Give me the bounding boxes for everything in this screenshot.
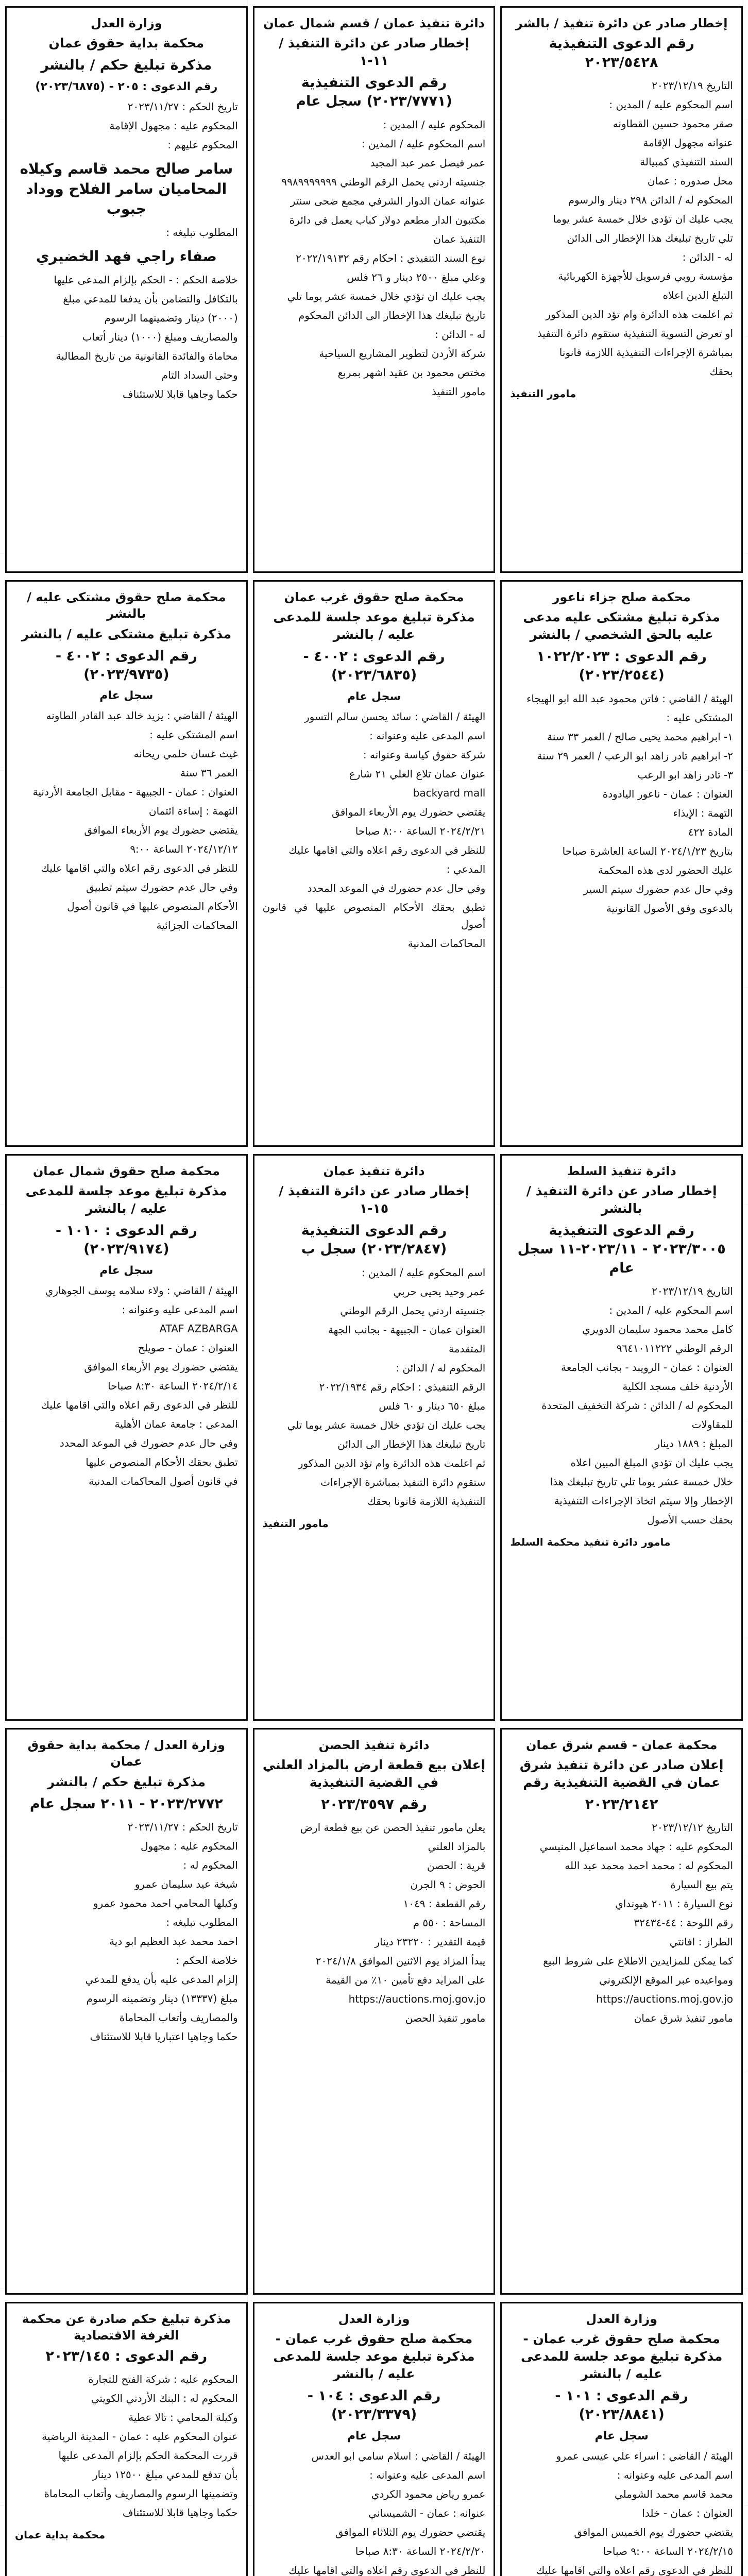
notice-body bbox=[15, 2371, 238, 2521]
text-line: تاريخ الحكم : ٢٠٢٣/١١/٢٧ bbox=[127, 100, 238, 113]
text-line: وتضمينها الرسوم والمصاريف وأتعاب المحاماة bbox=[44, 2487, 238, 2500]
text-line: عمرو رياض محمود الكردي bbox=[371, 2487, 486, 2500]
notice-body bbox=[263, 116, 486, 400]
notice-org: محكمة عمان - قسم شرق عمان bbox=[525, 1738, 718, 1752]
text-line: في قانون أصول المحاكمات المدنية bbox=[89, 1475, 238, 1487]
notice-org: وزارة العدل bbox=[90, 16, 162, 30]
notice-org: دائرة تنفيذ عمان / قسم شمال عمان bbox=[263, 16, 485, 30]
text-line: المشتكى عليه : bbox=[666, 711, 733, 724]
text-line: نوع السند التنفيذي : احكام رقم ٢٠٢٢/١٩١٣٢ bbox=[296, 251, 486, 264]
text-line: اسم المشتكى عليه : bbox=[149, 728, 238, 741]
text-line: حكما وجاهيا اعتباريا قابلا للاستئناف bbox=[90, 2030, 238, 2043]
text-line: بالتكافل والتضامن بأن يدفعا للمدعي مبلغ bbox=[63, 293, 238, 306]
text-line: مامور تنفيذ شرق عمان bbox=[634, 2012, 733, 2025]
text-line: على المزايد دفع تأمين ١٠٪ من القيمة bbox=[326, 1974, 486, 1987]
notice-org: إخطار صادر عن دائرة تنفيذ / بالشر bbox=[515, 16, 728, 30]
text-line: المحاكمات الجزائية bbox=[156, 919, 238, 932]
notice-2 bbox=[253, 6, 496, 573]
notice-org: محكمة صلح جزاء ناعور bbox=[552, 590, 691, 604]
text-line: المحكوم عليه / المدين : bbox=[383, 118, 486, 131]
text-line: يجب عليك ان تؤدي خلال خمسة عشر يوما تلي bbox=[287, 1418, 486, 1431]
text-line: التاريخ ٢٠٢٣/١٢/١٢ bbox=[652, 1821, 733, 1834]
notice-case-number: رقم الدعوى : ٤٠٠٢ - (٢٠٢٣/٦٨٣٥) bbox=[303, 648, 445, 684]
text-line: يجب عليك ان تؤدي خلال خمسة عشر يوما تلي bbox=[287, 290, 486, 302]
notice-body bbox=[510, 77, 733, 380]
text-line: المحكوم عليه : مجهول bbox=[140, 1839, 238, 1852]
text-line: محل صدوره : عمان bbox=[647, 175, 733, 188]
text-line: يجب عليك ان تؤدي المبلغ المبين اعلاه bbox=[570, 1456, 733, 1469]
text-line: خلاصة الحكم : bbox=[176, 1954, 238, 1967]
notice-case-number: ٢٠٢٣/٢١٤٢ bbox=[585, 1796, 658, 1812]
text-line: المحاكمات المدنية bbox=[407, 937, 486, 950]
text-line: عمر فيصل عمر عبد المجيد bbox=[370, 156, 486, 169]
text-line: الهيئة / القاضي : فاتن محمود عبد الله ابو الهيجاء bbox=[526, 692, 733, 705]
text-line: يجب عليك ان تؤدي خلال خمسة عشر يوما bbox=[553, 213, 733, 226]
notice-party-name: صفاء راجي فهد الخضيري bbox=[36, 248, 217, 265]
text-line: العنوان : عمان - صويلح bbox=[138, 1341, 238, 1354]
notice-7 bbox=[500, 1154, 743, 1721]
notice-14 bbox=[253, 2302, 496, 2576]
notices-grid bbox=[5, 6, 743, 2576]
text-line: الأحكام المنصوص عليها في قانون أصول bbox=[67, 900, 238, 913]
text-line: المتقدمة bbox=[449, 1342, 486, 1355]
text-line: ٢٠٢٤/٢/٢١ الساعة ٨:٠٠ صباحا bbox=[355, 824, 486, 837]
notice-body bbox=[15, 272, 238, 403]
text-line: تطبق بحقك الأحكام المنصوص عليها bbox=[86, 1455, 238, 1468]
text-line: الهيئة / القاضي : اسلام سامي ابو العدس bbox=[311, 2449, 486, 2462]
text-line: ٢- ابراهيم تادر زاهد ابو الرعب / العمر ٢٩ سنة bbox=[537, 749, 733, 762]
text-line: مامور التنفيذ bbox=[432, 385, 486, 398]
text-line: ٢٠٢٤/١٢/١٢ الساعة ٩:٠٠ bbox=[130, 843, 238, 856]
text-line: العنوان : عمان - خلدا bbox=[642, 2506, 733, 2519]
text-line: شيخة عيد سليمان عمرو bbox=[134, 1877, 238, 1890]
text-line: (٢٠٠٠) دينار وتضمينهما الرسوم bbox=[104, 312, 238, 325]
notice-10 bbox=[500, 1728, 743, 2295]
notice-13 bbox=[500, 2302, 743, 2576]
notice-body bbox=[263, 1264, 486, 1510]
text-line: عنوانه عمان الدوار الشرفي مجمع ضحى سنتر bbox=[290, 194, 486, 207]
text-line: تطبق بحقك الأحكام المنصوص عليها في قانون أصول bbox=[262, 901, 486, 930]
text-line: https://auctions.moj.gov.jo bbox=[596, 1993, 733, 2006]
text-line: ثم اعلمت هذه الدائرة وام تؤد الدين المذكور bbox=[546, 308, 733, 321]
text-line: التهمة : إساءة ائتمان bbox=[148, 805, 238, 818]
notice-title: إعلان صادر عن دائرة تنفيذ شرق عمان في القضية التنفيذية رقم bbox=[519, 1757, 724, 1790]
notice-case-number: رقم الدعوى التنفيذية (٢٠٢٣/٢٨٤٧) سجل ب bbox=[301, 1222, 447, 1258]
text-line: اسم المدعى عليه وعنوانه : bbox=[369, 2468, 486, 2481]
text-line: عمر وحيد يحيى حربي bbox=[393, 1285, 486, 1298]
text-line: بمباشرة الإجراءات التنفيذية اللازمة قانونا bbox=[559, 346, 733, 359]
text-line: العنوان : عمان - الرويبد - بجانب الجامعة bbox=[561, 1361, 733, 1374]
notice-case-number: رقم الدعوى : ١٠٤ - (٢٠٢٣/٣٣٧٩) bbox=[307, 2387, 441, 2423]
text-line: السند التنفيذي كمبيالة bbox=[640, 156, 733, 168]
text-line: مبلغ ٦٥٠ دينار و ٦٠ فلس bbox=[379, 1399, 486, 1412]
notice-body bbox=[263, 708, 486, 952]
text-line: يعلن مامور تنفيذ الحصن عن بيع قطعة ارض bbox=[300, 1821, 486, 1834]
text-line: يقتضي حضورك يوم الخميس الموافق bbox=[574, 2526, 733, 2538]
text-line: وفي حال عدم حضورك في الموعد المحدد bbox=[307, 882, 486, 894]
notice-title: مذكرة تبليغ حكم / بالنشر bbox=[47, 1774, 206, 1789]
text-line: المطلوب تبليغه : bbox=[166, 226, 238, 239]
text-line: وكيلها المحامي احمد محمود عمرو bbox=[93, 1896, 238, 1909]
text-line: الهيئة / القاضي : سائد يحسن سالم التسور bbox=[304, 710, 486, 723]
text-line: المحكوم له / الدائن ٢٩٨ دينار والرسوم bbox=[568, 194, 733, 207]
text-line: المحكوم له / الدائن : شركة التخفيف المتحدة bbox=[541, 1399, 733, 1412]
text-line: بالمزاد العلني bbox=[428, 1840, 486, 1853]
text-line: وفي حال عدم حضورك في الموعد المحدد bbox=[59, 1436, 238, 1449]
text-line: للنظر في الدعوى رقم اعلاه والتي اقامها عليك bbox=[41, 862, 238, 875]
text-line: حكما وجاهيا قابلا للاستئناف bbox=[122, 388, 238, 401]
text-line: الرقم الوطني ٩٦٤١٠١١٢٢٢ bbox=[616, 1342, 733, 1355]
notice-case-number: رقم الدعوى التنفيذية ٢٠٢٣/٥٤٢٨ bbox=[549, 36, 694, 71]
text-line: اسم المحكوم عليه / المدين : bbox=[609, 1304, 733, 1317]
notice-org: وزارة العدل bbox=[586, 2312, 658, 2326]
text-line: وفي حال عدم حضورك سيتم السير bbox=[583, 883, 733, 895]
text-line: اسم المحكوم عليه / المدين : bbox=[609, 98, 733, 111]
text-line: رقم اللوحة : ٤٤-٣٢٤٣٤ bbox=[634, 1917, 733, 1929]
text-line: اسم المدعى عليه وعنوانه : bbox=[122, 1303, 238, 1316]
text-line: بالدعوى وفق الأصول القانونية bbox=[606, 902, 733, 914]
text-line: بأن تدفع للمدعي مبلغ ١٢٥٠٠ دينار bbox=[92, 2468, 238, 2481]
text-line: عليك الحضور لدى هذه المحكمة bbox=[598, 863, 733, 876]
text-line: الحوض : ٩ الجرن bbox=[410, 1878, 486, 1891]
text-line: ٢٠٢٤/٢/٢٠ الساعة ٨:٣٠ صباحا bbox=[355, 2545, 486, 2557]
text-line: المساحة : ٥٥٠ م bbox=[413, 1917, 486, 1929]
text-line: المطلوب تبليغه : bbox=[166, 1916, 238, 1928]
text-line: التبلغ الدين اعلاه bbox=[662, 289, 733, 302]
text-line: اسم المحكوم عليه / المدين : bbox=[361, 1266, 486, 1279]
notice-case-number: رقم الدعوى : ١٠١ - (٢٠٢٣/٨٨٤١) bbox=[555, 2387, 688, 2423]
text-line: اسم المدعى عليه وعنوانه : bbox=[617, 2468, 733, 2481]
text-line: المدعي : bbox=[446, 862, 486, 875]
text-line: للنظر في الدعوى رقم اعلاه والتي اقامها عليك bbox=[288, 843, 486, 856]
notice-title: محكمة صلح حقوق غرب عمان - مذكرة تبليغ موعد جلسة للمدعى عليه / بالنشر bbox=[273, 2331, 475, 2381]
text-line: الإخطار وإلا سيتم اتخاذ الإجراءات التنفيذية bbox=[554, 1495, 733, 1507]
notice-title: إخطار صادر عن دائرة التنفيذ / ١١-١ bbox=[279, 36, 469, 69]
text-line: التاريخ ٢٠٢٣/١٢/١٩ bbox=[652, 1285, 733, 1298]
text-line: الهيئة / القاضي : يزيد خالد عبد القادر الطاونه bbox=[46, 709, 238, 722]
text-line: بتاريخ ٢٠٢٤/١/٢٣ الساعة العاشرة صباحا bbox=[562, 844, 733, 857]
text-line: تاريخ الحكم : ٢٠٢٣/١١/٢٧ bbox=[127, 1820, 238, 1833]
text-line: المحكوم عليه : جهاد محمد اسماعيل المنيسي bbox=[539, 1840, 733, 1853]
notice-title: مذكرة تبليغ مشتكى عليه / بالنشر bbox=[21, 626, 232, 641]
text-line: ثم اعلمت هذه الدائرة وام تؤد الدين المذكور bbox=[298, 1456, 486, 1469]
notice-5 bbox=[253, 580, 496, 1147]
notice-title: مذكرة تبليغ موعد جلسة للمدعى عليه / بالنشر bbox=[25, 1183, 227, 1216]
text-line: وفي حال عدم حضورك سيتم تطبيق bbox=[86, 881, 238, 894]
text-line: شركة الأردن لتطوير المشاريع السياحية bbox=[319, 347, 486, 360]
notice-org: مذكرة تبليغ حكم صادرة عن محكمة الغرفة الاقتصادية bbox=[22, 2312, 231, 2343]
text-line: والمصاريف وأتعاب المحاماة bbox=[119, 2011, 238, 2024]
text-line: للنظر في الدعوى رقم اعلاه والتي اقامها عليك bbox=[41, 1398, 238, 1411]
text-line: ومواعيده عبر الموقع الإلكتروني bbox=[599, 1974, 733, 1987]
text-line: التنفيذ عمان bbox=[433, 232, 486, 245]
notice-case-number: مذكرة تبليغ حكم / بالنشر bbox=[41, 57, 212, 74]
text-line: ٣- تادر زاهد ابو الرعب bbox=[637, 768, 733, 781]
text-line: حكما وجاهيا قابلا للاستئناف bbox=[122, 2506, 238, 2519]
notice-11 bbox=[253, 1728, 496, 2295]
notice-subtitle: سجل عام bbox=[99, 689, 154, 703]
notice-case-number: رقم الدعوى : ٤٠٠٢ - (٢٠٢٣/٩٧٣٥) bbox=[55, 648, 197, 683]
text-line: المدعي : جامعة عمان الأهلية bbox=[114, 1417, 238, 1430]
notice-subtitle: سجل عام bbox=[347, 2429, 401, 2443]
notice-12 bbox=[5, 1728, 248, 2295]
notice-body bbox=[510, 1819, 733, 2027]
text-line: الطراز : افانتي bbox=[669, 1936, 733, 1948]
text-line: تلي تاريخ تبليغك هذا الإخطار الى الدائن bbox=[567, 232, 733, 245]
text-line: يبدأ المزاد يوم الاثنين الموافق ٢٠٢٤/١/٨ bbox=[315, 1955, 486, 1968]
notice-body bbox=[510, 690, 733, 917]
text-line: الرقم التنفيذي : احكام رقم ٢٠٢٢/١٩٣٤ bbox=[319, 1380, 486, 1393]
notice-case-number: رقم الدعوى : ٢٠٢٣/١٤٥ bbox=[45, 2348, 208, 2364]
notice-title: إعلان بيع قطعة ارض بالمزاد العلني في القضية التنفيذية bbox=[262, 1757, 486, 1790]
text-line: عنوانه مجهول الإقامة bbox=[643, 137, 733, 149]
notice-body bbox=[15, 1819, 238, 2045]
notice-signature: مامور دائرة تنفيذ محكمة السلط bbox=[510, 1536, 671, 1549]
text-line: بحقك حسب الأصول bbox=[647, 1514, 733, 1527]
text-line: تاريخ تبليغك هذا الإخطار الى الدائن المحكوم bbox=[298, 309, 486, 321]
text-line: إلزام المدعى عليه بأن يدفع للمدعي bbox=[85, 1973, 238, 1986]
text-line: صقر محمود حسين القطاونه bbox=[613, 117, 733, 130]
text-line: وكيلة المحامي : تالا عطية bbox=[128, 2411, 238, 2424]
text-line: المادة ٤٢٢ bbox=[688, 825, 733, 838]
text-line: له - الدائن : bbox=[682, 251, 733, 264]
notice-org: دائرة تنفيذ الحصن bbox=[318, 1738, 430, 1752]
text-line: عنوان عمان تلاع العلي ٢١ شارع bbox=[349, 767, 486, 780]
notice-body bbox=[263, 2448, 486, 2576]
text-line: للنظر في الدعوى رقم اعلاه والتي اقامها عليك bbox=[536, 2564, 733, 2576]
text-line: اسم المحكوم عليه / المدين : bbox=[361, 137, 486, 150]
text-line: المحكوم له : البنك الأردني الكويتي bbox=[91, 2392, 238, 2405]
text-line: مكتبون الدار مطعم دولار كباب يعمل في دائرة bbox=[289, 213, 486, 226]
notice-6 bbox=[5, 580, 248, 1147]
notice-case-number: رقم الدعوى : ١٠١٠ - (٢٠٢٣/٩١٧٤) bbox=[55, 1222, 197, 1258]
text-line: المحكوم له / الدائن : bbox=[396, 1361, 486, 1374]
notice-signature: مامور التنفيذ bbox=[262, 1517, 329, 1530]
text-line: كامل محمد محمود سليمان الدويري bbox=[582, 1323, 733, 1336]
text-line: ستقوم دائرة التنفيذ بمباشرة الإجراءات bbox=[320, 1476, 486, 1488]
text-line: خلاصة الحكم : - الحكم بإلزام المدعى عليها bbox=[54, 274, 238, 286]
text-line: غيث غسان حلمي ريحانه bbox=[133, 748, 238, 760]
text-line: شركة حقوق كياسة وعنوانه : bbox=[363, 748, 486, 761]
text-line: ١- ابراهيم محمد يحيى صالح / العمر ٣٣ سنة bbox=[547, 730, 733, 743]
notice-8 bbox=[253, 1154, 496, 1721]
notice-title: محكمة بداية حقوق عمان bbox=[48, 36, 205, 51]
text-line: العمر ٣٦ سنة bbox=[180, 767, 238, 779]
text-line: backyard mall bbox=[413, 786, 486, 799]
text-line: العنوان عمان - الجبيهة - بجانب الجهة bbox=[328, 1323, 486, 1336]
text-line: عنوانه : عمان - الشميساني bbox=[368, 2506, 486, 2519]
notice-body bbox=[15, 1282, 238, 1490]
notice-title: إخطار صادر عن دائرة التنفيذ / ١٥-١ bbox=[279, 1183, 469, 1216]
text-line: https://auctions.moj.gov.jo bbox=[348, 1993, 486, 2006]
notice-signature: مامور التنفيذ bbox=[510, 387, 576, 400]
text-line: له - الدائن : bbox=[435, 328, 486, 341]
notice-9 bbox=[5, 1154, 248, 1721]
notice-org: وزارة العدل / محكمة بداية حقوق عمان bbox=[27, 1738, 226, 1769]
notice-org: دائرة تنفيذ عمان bbox=[323, 1164, 425, 1178]
text-line: مختص محمود بن عقيد اشهر بمربع bbox=[337, 366, 486, 379]
notice-title: مذكرة تبليغ مشتكى عليه مدعى عليه بالحق الشخصي / بالنشر bbox=[523, 609, 720, 642]
notice-15 bbox=[5, 2302, 248, 2576]
text-line: وعلي مبلغ ٢٥٠٠ دينار و ٢٦ فلس bbox=[347, 270, 486, 283]
notice-case-number: رقم الدعوى : ١٠٢٢/٢٠٢٣ (٢٠٢٣/٢٥٤٤) bbox=[536, 648, 707, 684]
text-line: المحكوم عليه : مجهول الإقامة bbox=[109, 119, 238, 132]
notice-org: محكمة صلح حقوق مشتكى عليه / بالنشر bbox=[27, 590, 226, 621]
notice-subtitle: سجل عام bbox=[99, 1264, 154, 1277]
text-line: المحكوم عليه : شركة الفتح للتجارة bbox=[88, 2373, 238, 2386]
notice-title: مذكرة تبليغ موعد جلسة للمدعى عليه / بالنشر bbox=[273, 609, 475, 642]
text-line: للنظر في الدعوى رقم اعلاه والتي اقامها عليك bbox=[288, 2564, 486, 2576]
notice-body bbox=[510, 2448, 733, 2576]
notice-subtitle: رقم الدعوى : ٢٠٥ - (٢٠٢٣/٦٨٧٥) bbox=[35, 80, 218, 93]
text-line: اسم المدعى عليه وعنوانه : bbox=[369, 729, 486, 742]
text-line: يتم بيع السيارة bbox=[670, 1878, 733, 1891]
notice-case-number: رقم الدعوى التنفيذية (٢٠٢٣/٧٧٧١) سجل عام bbox=[296, 74, 452, 110]
text-line: المحكوم له : bbox=[183, 1858, 238, 1871]
notice-title: إخطار صادر عن دائرة التنفيذ / بالنشر bbox=[526, 1183, 717, 1216]
text-line: مبلغ (١٣٣٣٧) دينار وتضمينه الرسوم bbox=[86, 1992, 238, 2005]
notice-3 bbox=[5, 6, 248, 573]
text-line: خلال خمسة عشر يوما تلي تاريخ تبليغك هذا bbox=[550, 1476, 733, 1488]
text-line: يقتضي حضورك يوم الأربعاء الموافق bbox=[84, 1360, 238, 1373]
text-line: ٢٠٢٤/٢/١٤ الساعة ٨:٣٠ صباحا bbox=[108, 1379, 238, 1392]
text-line: الأردنية خلف مسجد الكلية bbox=[622, 1380, 733, 1393]
text-line: احمد محمد عبد العظيم ابو دية bbox=[109, 1935, 238, 1947]
notice-signature: محكمة بداية عمان bbox=[15, 2529, 106, 2541]
notice-party-name: سامر صالح محمد قاسم وكيلاه المحاميان سامر الفلاح ووداد جبوب bbox=[20, 160, 233, 217]
text-line: وحتى السداد التام bbox=[161, 369, 238, 382]
notice-case-number: رقم الدعوى التنفيذية ٢٠٢٣/٣٠٠٥ - ٢٠٢٣/١١-١١ سجل عام bbox=[517, 1222, 726, 1276]
notice-title: محكمة صلح حقوق غرب عمان - مذكرة تبليغ موعد جلسة للمدعى عليه / بالنشر bbox=[521, 2331, 723, 2381]
text-line: جنسيته اردني يحمل الرقم الوطني bbox=[340, 1304, 486, 1317]
text-line: عنوان المحكوم عليه : عمان - المدينة الرياضية bbox=[42, 2430, 238, 2443]
text-line: بحقك bbox=[709, 365, 733, 378]
text-line: العنوان : عمان - الجبيهة - مقابل الجامعة الأردنية bbox=[32, 786, 238, 799]
notice-case-number: رقم ٢٠٢٣/٣٥٩٧ bbox=[321, 1796, 427, 1812]
text-line: العنوان : عمان - ناعور اليادودة bbox=[602, 787, 733, 800]
notice-4 bbox=[500, 580, 743, 1147]
text-line: مامور تنفيذ الحصن bbox=[405, 2012, 486, 2025]
text-line: قرية : الحصن bbox=[427, 1859, 486, 1872]
notice-body bbox=[15, 707, 238, 934]
text-line: يقتضي حضورك يوم الثلاثاء الموافق bbox=[335, 2526, 486, 2538]
text-line: او تعرض التسوية التنفيذية ستقوم دائرة التنفيذ bbox=[537, 327, 733, 340]
text-line: التاريخ ٢٠٢٣/١٢/١٩ bbox=[652, 79, 733, 92]
text-line: قررت المحكمة الحكم بإلزام المدعى عليها bbox=[58, 2449, 238, 2462]
notice-case-number: ٢٠٢٣/٢٧٧٢ - ٢٠١١ سجل عام bbox=[29, 1795, 223, 1812]
text-line: التهمة : الإيذاء bbox=[673, 806, 733, 819]
text-line: مؤسسة روبي فرسويل للأجهزة الكهربائية bbox=[558, 270, 733, 283]
text-line: تاريخ تبليغك هذا الإخطار الى الدائن bbox=[337, 1437, 486, 1450]
text-line: والمصاريف ومبلغ (١٠٠٠) دينار أتعاب bbox=[82, 331, 238, 344]
text-line: يقتضي حضورك يوم الأربعاء الموافق bbox=[332, 805, 486, 818]
text-line: كما يمكن للمزايدين الاطلاع على شروط البيع bbox=[543, 1955, 733, 1968]
text-line: للمقاولات bbox=[691, 1418, 733, 1431]
notice-body bbox=[510, 1283, 733, 1529]
text-line: قيمة التقدير : ٢٣٢٢٠ دينار bbox=[375, 1936, 486, 1948]
text-line: ٢٠٢٤/٢/١٥ الساعة ٩:٠٠ صباحا bbox=[603, 2545, 733, 2557]
notice-org: دائرة تنفيذ السلط bbox=[567, 1164, 676, 1178]
notice-org: محكمة صلح حقوق شمال عمان bbox=[32, 1164, 220, 1178]
notice-org: وزارة العدل bbox=[338, 2312, 410, 2326]
text-line: محمد قاسم محمد الشوملي bbox=[615, 2487, 733, 2500]
notice-subtitle: سجل عام bbox=[347, 690, 401, 703]
text-line: نوع السيارة : ٢٠١١ هيونداي bbox=[615, 1897, 733, 1910]
text-line: محاماة والفائدة القانونية من تاريخ المطالبة bbox=[56, 350, 238, 363]
notice-org: محكمة صلح حقوق غرب عمان bbox=[284, 590, 464, 604]
notice-body bbox=[15, 224, 238, 241]
text-line: الهيئة / القاضي : اسراء علي عيسى عمرو bbox=[556, 2449, 733, 2462]
text-line: المحكوم عليهم : bbox=[167, 138, 238, 151]
text-line: ATAF AZBARGA bbox=[159, 1322, 238, 1335]
notice-1 bbox=[500, 6, 743, 573]
notice-body bbox=[15, 98, 238, 154]
text-line: رقم القطعة : ١٠٤٩ bbox=[403, 1897, 486, 1910]
text-line: المحكوم له : محمد احمد محمد عبد الله bbox=[565, 1859, 733, 1872]
notice-body bbox=[263, 1819, 486, 2027]
notice-subtitle: سجل عام bbox=[594, 2429, 649, 2443]
text-line: الهيئة / القاضي : ولاء سلامه يوسف الجوهاري bbox=[45, 1284, 238, 1297]
text-line: يقتضي حضورك يوم الأربعاء الموافق bbox=[84, 824, 238, 837]
text-line: جنسيته اردني يحمل الرقم الوطني ٩٩٨٩٩٩٩٩٩٩ bbox=[281, 175, 486, 188]
text-line: التنفيذية اللازمة قانونا بحقك bbox=[367, 1495, 486, 1507]
text-line: المبلغ : ١٨٨٩ دينار bbox=[655, 1437, 733, 1450]
